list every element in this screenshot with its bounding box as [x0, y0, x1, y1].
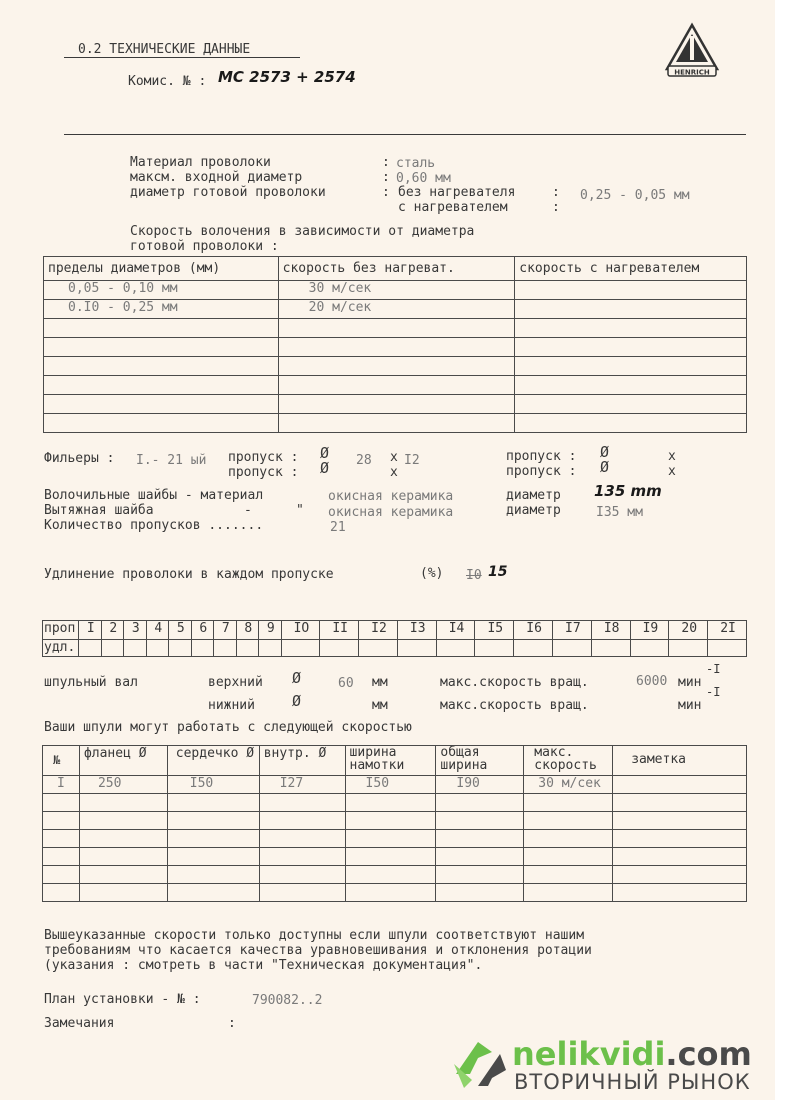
diameter-label-2: диаметр	[506, 503, 561, 518]
table-cell	[436, 884, 524, 902]
with-heater-label: с нагревателем	[398, 200, 508, 215]
table-cell	[345, 848, 436, 866]
table-cell	[44, 338, 279, 357]
spool-header-flange: фланец Ø	[79, 746, 167, 776]
table-cell	[475, 640, 514, 657]
speed-section-title-1: Скорость волочения в зависимости от диаметра	[130, 224, 475, 239]
svg-text:HENRICH: HENRICH	[674, 68, 710, 77]
watermark-brand-b: com	[677, 1035, 752, 1073]
capstan-material: окисная керамика	[328, 505, 454, 520]
table-cell: I50	[345, 776, 436, 794]
table-cell	[259, 848, 345, 866]
table-cell	[524, 812, 613, 830]
table-cell	[345, 830, 436, 848]
table-cell	[359, 640, 398, 657]
table-cell	[552, 640, 591, 657]
table-cell	[515, 338, 747, 357]
table-cell: 250	[79, 776, 167, 794]
table-cell: I90	[436, 776, 524, 794]
upper-speed-value: 6000	[636, 674, 668, 689]
table-cell	[708, 640, 747, 657]
upper-speed-unit-exp: -I	[706, 662, 721, 676]
diameter-value-2: I35 мм	[596, 505, 643, 520]
finished-diameter-label: диаметр готовой проволоки	[130, 185, 326, 200]
commission-value: MC 2573 + 2574	[218, 68, 356, 86]
pass-number: I9	[630, 621, 669, 640]
table-cell	[278, 376, 515, 395]
table-cell	[167, 848, 259, 866]
table-row	[44, 319, 747, 338]
table-cell	[613, 830, 747, 848]
with-heater-sep: :	[552, 200, 560, 215]
speed-section-title-2: готовой проволоки :	[130, 239, 279, 254]
table-cell	[44, 414, 279, 433]
table-cell	[259, 830, 345, 848]
table-cell	[613, 884, 747, 902]
table-cell	[514, 640, 553, 657]
table-cell	[278, 357, 515, 376]
table-cell	[613, 776, 747, 794]
table-cell	[515, 395, 747, 414]
spool-shaft-label: шпульный вал	[44, 675, 138, 690]
table-cell	[515, 357, 747, 376]
remarks-label: Замечания	[44, 1016, 115, 1031]
table-cell	[169, 640, 192, 657]
pass-label-3: пропуск :	[506, 449, 577, 464]
plan-value: 790082..2	[252, 993, 323, 1008]
table-cell	[101, 640, 124, 657]
table-cell	[515, 414, 747, 433]
table-cell	[320, 640, 359, 657]
table-row	[44, 300, 747, 319]
table-cell	[79, 640, 102, 657]
pass-number: II	[320, 621, 359, 640]
pass-table	[42, 620, 747, 657]
elongation-unit: (%)	[420, 566, 444, 581]
pass-2-x: x	[390, 465, 398, 480]
table-cell	[345, 884, 436, 902]
elongation-row	[43, 640, 747, 657]
table-cell: 30 м/сек	[278, 281, 515, 300]
table-cell	[43, 866, 80, 884]
watermark-tagline: ВТОРИЧНЫЙ РЫНОК	[514, 1070, 751, 1094]
elongation-row-label: удл.	[43, 640, 79, 657]
table-cell: 20 м/сек	[278, 300, 515, 319]
lower-max-speed-label: макс.скорость вращ.	[440, 698, 589, 713]
pass-row-label: проп	[43, 621, 79, 640]
table-cell	[44, 319, 279, 338]
finished-diameter-value: 0,25 - 0,05 мм	[580, 188, 690, 203]
table-cell: I27	[259, 776, 345, 794]
pass-number: 5	[169, 621, 192, 640]
without-heater-label: без нагревателя	[398, 185, 516, 200]
table-cell	[524, 830, 613, 848]
table-cell	[167, 830, 259, 848]
table-cell	[79, 848, 167, 866]
table-cell	[630, 640, 669, 657]
table-row	[43, 866, 747, 884]
speed-header-heater: скорость с нагревателем	[515, 257, 747, 281]
pass-number: 2I	[708, 621, 747, 640]
lower-mm: мм	[372, 698, 388, 713]
table-row	[44, 357, 747, 376]
table-cell	[259, 640, 282, 657]
watermark-dot: .	[665, 1035, 678, 1073]
section-title: 0.2 ТЕХНИЧЕСКИЕ ДАННЫЕ	[78, 42, 251, 57]
table-cell	[43, 884, 80, 902]
spool-table-header	[43, 746, 747, 776]
pass-number: IO	[281, 621, 320, 640]
table-cell: 0,05 - 0,10 мм	[44, 281, 279, 300]
table-cell	[345, 812, 436, 830]
speed-header-diameter: пределы диаметров (мм)	[44, 257, 279, 281]
table-cell	[278, 319, 515, 338]
capstan-ditto: "	[296, 503, 304, 518]
dies-label: Фильеры :	[44, 451, 115, 466]
table-cell	[167, 794, 259, 812]
table-cell	[397, 640, 436, 657]
spool-section-title: Ваши шпули могут работать с следующей скоростью	[44, 720, 412, 735]
spool-header-core: сердечко Ø	[167, 746, 259, 776]
wire-material-label: Материал проволоки	[130, 155, 271, 170]
table-cell	[43, 812, 80, 830]
dies-range: I.- 21 ый	[136, 453, 207, 468]
note-line-1: Вышеуказанные скорости только доступны если шпули соответствуют нашим	[44, 928, 585, 943]
table-cell	[191, 640, 214, 657]
diameter-value-1: 135 mm	[594, 482, 662, 500]
pass-number: I8	[591, 621, 630, 640]
table-cell	[44, 357, 279, 376]
table-cell	[515, 281, 747, 300]
table-cell	[79, 812, 167, 830]
lower-label: нижний	[208, 698, 255, 713]
pass-number: 2	[101, 621, 124, 640]
pass-1-mult: I2	[404, 453, 420, 468]
pass-count-value: 21	[330, 520, 346, 535]
table-cell: 0.I0 - 0,25 мм	[44, 300, 279, 319]
spool-header-note: заметка	[613, 746, 747, 776]
table-cell	[44, 376, 279, 395]
table-cell	[79, 866, 167, 884]
table-cell	[259, 794, 345, 812]
wire-material-value: сталь	[396, 156, 436, 171]
table-cell	[515, 300, 747, 319]
speed-table	[43, 256, 747, 433]
table-cell	[79, 830, 167, 848]
table-cell	[44, 395, 279, 414]
table-row	[43, 812, 747, 830]
table-cell	[236, 640, 259, 657]
table-cell	[345, 794, 436, 812]
pass-label-1: пропуск :	[228, 450, 299, 465]
speed-header-no-heater: скорость без нагреват.	[278, 257, 515, 281]
pass-number: I3	[397, 621, 436, 640]
upper-speed-unit: мин	[678, 675, 702, 690]
pass-number: I2	[359, 621, 398, 640]
pass-4-x: x	[668, 464, 676, 479]
table-cell	[436, 848, 524, 866]
pass-1-value: 28	[356, 453, 372, 468]
table-cell	[524, 884, 613, 902]
upper-diameter-value: 60	[338, 676, 354, 691]
drawing-pulleys-label: Волочильные шайбы - материал	[44, 488, 264, 503]
table-cell	[436, 794, 524, 812]
table-cell	[79, 884, 167, 902]
table-row	[44, 376, 747, 395]
table-cell	[524, 866, 613, 884]
table-cell	[259, 812, 345, 830]
table-cell	[669, 640, 708, 657]
pass-number: I5	[475, 621, 514, 640]
table-cell	[515, 376, 747, 395]
table-row	[44, 281, 747, 300]
pass-number: 6	[191, 621, 214, 640]
table-cell	[124, 640, 147, 657]
table-cell	[524, 794, 613, 812]
table-cell: 30 м/сек	[524, 776, 613, 794]
header-rule	[64, 134, 746, 135]
remarks-sep: :	[228, 1016, 236, 1031]
pass-number-row	[43, 621, 747, 640]
pass-number: I	[79, 621, 102, 640]
upper-max-speed-label: макс.скорость вращ.	[440, 675, 589, 690]
table-cell	[43, 848, 80, 866]
pass-1-x: x	[390, 450, 398, 465]
lower-speed-unit-exp: -I	[706, 685, 721, 699]
drawing-pulleys-material: окисная керамика	[328, 489, 454, 504]
diameter-symbol: Ø	[320, 444, 330, 462]
table-cell	[43, 830, 80, 848]
table-cell	[613, 794, 747, 812]
table-cell	[214, 640, 237, 657]
table-cell	[259, 866, 345, 884]
table-cell	[146, 640, 169, 657]
table-cell	[436, 640, 475, 657]
elongation-struck-value: I0	[466, 568, 482, 583]
table-row	[43, 830, 747, 848]
capstan-label: Вытяжная шайба	[44, 503, 154, 518]
table-row	[44, 338, 747, 357]
diameter-symbol: Ø	[292, 669, 302, 687]
table-cell	[613, 866, 747, 884]
max-input-diameter-value: 0,60 мм	[396, 171, 451, 186]
pass-number: 3	[124, 621, 147, 640]
table-cell	[613, 812, 747, 830]
pass-number: 9	[259, 621, 282, 640]
table-cell: I	[43, 776, 80, 794]
table-cell	[436, 830, 524, 848]
elongation-label: Удлинение проволоки в каждом пропуске	[44, 567, 334, 582]
spool-header-inner: внутр. Ø	[259, 746, 345, 776]
table-cell	[43, 794, 80, 812]
table-row	[43, 794, 747, 812]
spool-header-max-speed: макс. скорость	[524, 746, 613, 776]
commission-label: Комис. № :	[128, 74, 207, 89]
lower-speed-unit: мин	[678, 698, 702, 713]
table-cell: I50	[167, 776, 259, 794]
elongation-value: 15	[488, 564, 508, 580]
pass-number: 8	[236, 621, 259, 640]
watermark-brand	[512, 1036, 752, 1072]
spool-header-total-width: общая ширина	[436, 746, 524, 776]
wire-material-sep: :	[382, 155, 390, 170]
table-cell	[278, 395, 515, 414]
finished-sep: :	[382, 185, 390, 200]
pass-number: 20	[669, 621, 708, 640]
table-row	[43, 848, 747, 866]
pass-number: 4	[146, 621, 169, 640]
table-cell	[591, 640, 630, 657]
table-cell	[278, 338, 515, 357]
table-cell	[259, 884, 345, 902]
capstan-dash: -	[244, 503, 252, 518]
table-cell	[345, 866, 436, 884]
table-cell	[167, 884, 259, 902]
table-row	[44, 395, 747, 414]
pass-number: I6	[514, 621, 553, 640]
table-cell	[436, 866, 524, 884]
table-cell	[167, 866, 259, 884]
diameter-symbol: Ø	[292, 692, 302, 710]
table-cell	[515, 319, 747, 338]
table-cell	[278, 414, 515, 433]
table-cell	[79, 794, 167, 812]
nelikvidi-logo-icon	[448, 1034, 512, 1094]
pass-label-2: пропуск :	[228, 465, 299, 480]
pass-number: 7	[214, 621, 237, 640]
diameter-label-1: диаметр	[506, 488, 561, 503]
spool-header-number: №	[43, 746, 80, 776]
title-underline	[64, 57, 300, 58]
pass-number: I7	[552, 621, 591, 640]
pass-count-label: Количество пропусков .......	[44, 518, 264, 533]
table-cell	[524, 848, 613, 866]
upper-mm: мм	[372, 675, 388, 690]
table-cell	[436, 812, 524, 830]
pass-label-4: пропуск :	[506, 464, 577, 479]
table-row	[44, 414, 747, 433]
diameter-symbol: Ø	[600, 443, 610, 461]
diameter-symbol: Ø	[320, 459, 330, 477]
table-cell	[167, 812, 259, 830]
table-row	[43, 884, 747, 902]
spool-table	[42, 745, 747, 902]
diameter-symbol: Ø	[600, 458, 610, 476]
plan-label: План установки - № :	[44, 992, 201, 1007]
max-input-diameter-label: максм. входной диаметр	[130, 170, 303, 185]
speed-table-header	[44, 257, 747, 281]
pass-number: I4	[436, 621, 475, 640]
table-row	[43, 776, 747, 794]
max-input-sep: :	[382, 170, 390, 185]
without-heater-sep: :	[552, 185, 560, 200]
pass-3-x: x	[668, 449, 676, 464]
table-cell	[613, 848, 747, 866]
table-cell	[281, 640, 320, 657]
watermark-brand-a: nelikvidi	[512, 1035, 666, 1073]
henrich-logo-icon	[664, 22, 720, 78]
spool-header-winding-width: ширина намотки	[345, 746, 436, 776]
note-line-3: (указания : смотреть в части "Техническая документация".	[44, 958, 483, 973]
upper-label: верхний	[208, 675, 263, 690]
note-line-2: требованиям что касается качества уравновешивания и отклонения ротации	[44, 943, 592, 958]
